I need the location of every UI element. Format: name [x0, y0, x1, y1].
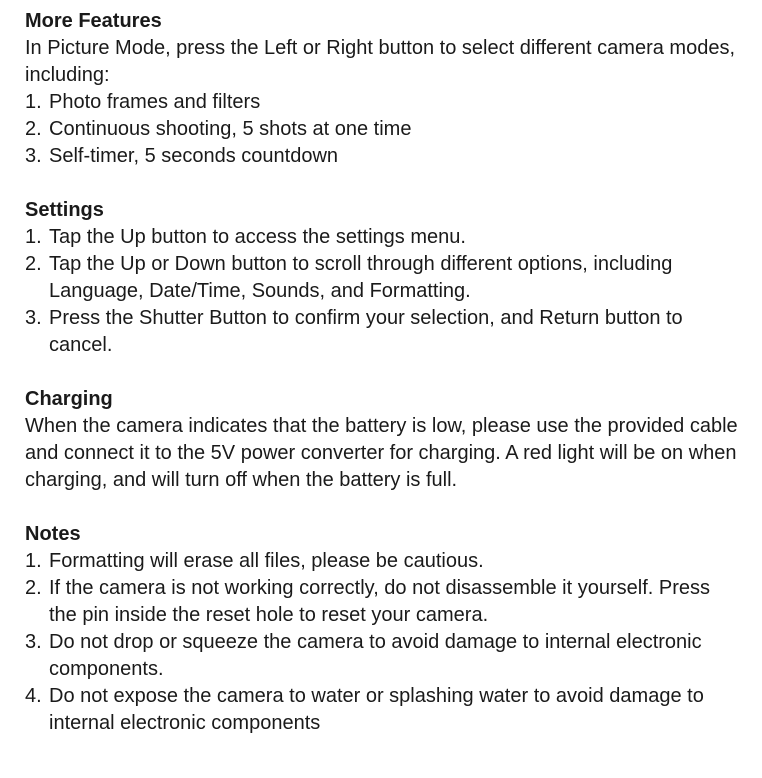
list-item	[25, 305, 742, 359]
list-item	[25, 548, 742, 575]
item-text: Tap the Up or Down button to scroll through different options, including Language, Date/Time, Sounds, and Formatting.	[49, 253, 673, 302]
section-charging	[25, 386, 742, 494]
list-item	[25, 251, 742, 305]
section-heading: More Features	[25, 10, 162, 32]
item-number: 3.	[25, 631, 42, 653]
list-item	[25, 575, 742, 629]
section-notes	[25, 521, 742, 737]
item-text: If the camera is not working correctly, do not disassemble it yourself. Press the pin inside the reset hole to reset your camera.	[49, 577, 711, 626]
list-item	[25, 116, 742, 143]
list-item	[25, 683, 742, 737]
item-number: 1.	[25, 550, 42, 572]
section-heading: Charging	[25, 388, 113, 410]
item-number: 3.	[25, 145, 42, 167]
item-number: 1.	[25, 226, 42, 248]
section-settings	[25, 197, 742, 359]
item-number: 4.	[25, 685, 42, 707]
list-item	[25, 143, 742, 170]
item-text: Formatting will erase all files, please be cautious.	[49, 550, 484, 572]
item-number: 1.	[25, 91, 42, 113]
item-number: 3.	[25, 307, 42, 329]
list-item	[25, 89, 742, 116]
settings-list	[25, 224, 742, 359]
list-item	[25, 629, 742, 683]
feature-list	[25, 89, 742, 170]
item-number: 2.	[25, 253, 42, 275]
item-number: 2.	[25, 577, 42, 599]
section-heading: Notes	[25, 523, 81, 545]
item-text: Tap the Up button to access the settings menu.	[49, 226, 466, 248]
section-intro: In Picture Mode, press the Left or Right button to select different camera modes, including:	[25, 37, 735, 86]
notes-list	[25, 548, 742, 737]
item-number: 2.	[25, 118, 42, 140]
item-text: Do not expose the camera to water or splashing water to avoid damage to internal electronic components	[49, 685, 704, 734]
item-text: Press the Shutter Button to confirm your selection, and Return button to cancel.	[49, 307, 683, 356]
item-text: Continuous shooting, 5 shots at one time	[49, 118, 412, 140]
section-heading: Settings	[25, 199, 104, 221]
item-text: Do not drop or squeeze the camera to avoid damage to internal electronic components.	[49, 631, 702, 680]
section-body: When the camera indicates that the battery is low, please use the provided cable and connect it to the 5V power converter for charging. A red light will be on when charging, and will turn off when the battery is full.	[25, 415, 738, 491]
item-text: Photo frames and filters	[49, 91, 261, 113]
list-item	[25, 224, 742, 251]
section-more-features	[25, 8, 742, 170]
item-text: Self-timer, 5 seconds countdown	[49, 145, 339, 167]
